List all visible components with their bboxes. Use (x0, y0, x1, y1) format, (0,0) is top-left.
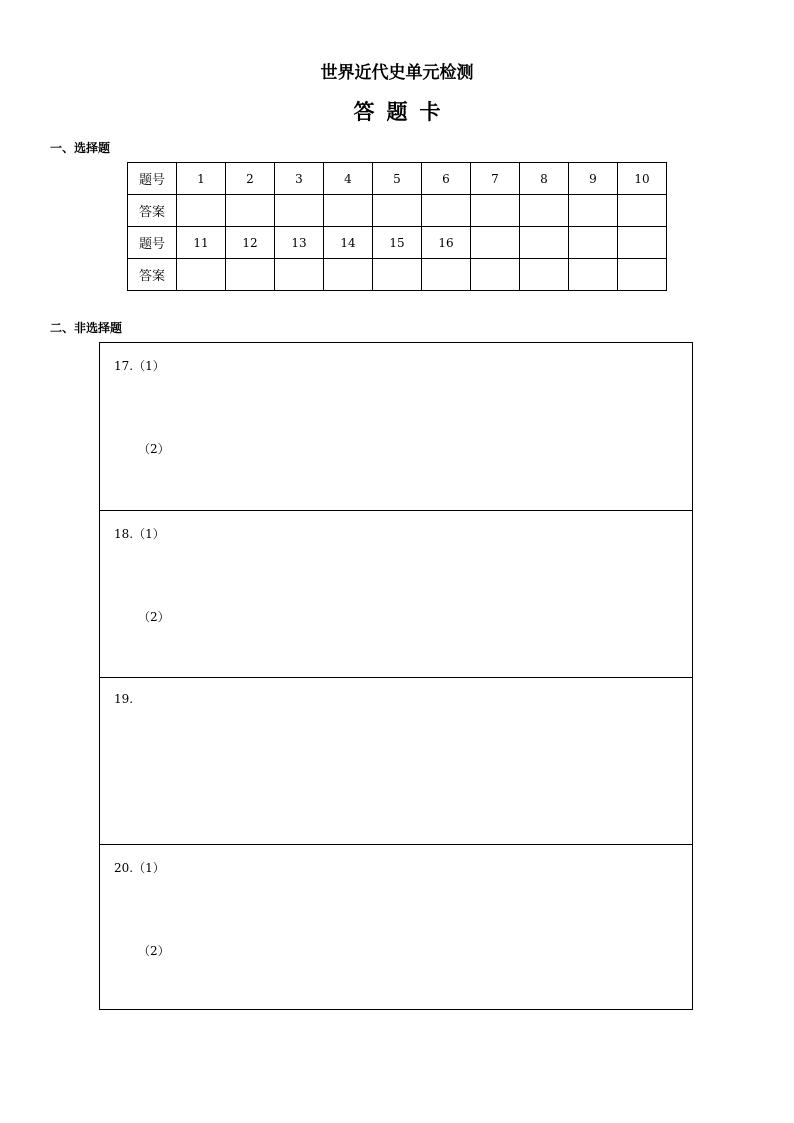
question-19-label: 19. (114, 692, 134, 706)
answer-cell[interactable] (324, 195, 373, 227)
open-answer-area (99, 342, 693, 1010)
section-label-multiple-choice: 一、选择题 (50, 141, 111, 155)
answer-cell[interactable] (422, 195, 471, 227)
question-number-cell: 16 (422, 227, 471, 259)
answer-cell[interactable] (373, 195, 422, 227)
answer-cell[interactable] (471, 259, 520, 291)
question-number-cell (618, 227, 667, 259)
answer-cell[interactable] (569, 259, 618, 291)
table-row (128, 227, 667, 259)
table-row (128, 195, 667, 227)
question-20-sub-2-label: （2） (138, 944, 170, 958)
answer-cell[interactable] (422, 259, 471, 291)
answer-cell[interactable] (226, 259, 275, 291)
question-20-box[interactable] (100, 844, 692, 1011)
question-number-cell: 6 (422, 163, 471, 195)
question-number-cell: 12 (226, 227, 275, 259)
multiple-choice-answer-table (127, 162, 667, 291)
section-label-non-multiple-choice: 二、非选择题 (50, 321, 123, 335)
answer-cell[interactable] (520, 259, 569, 291)
question-17-label: 17.（1） (114, 359, 165, 373)
question-number-cell: 1 (177, 163, 226, 195)
question-number-cell: 15 (373, 227, 422, 259)
answer-cell[interactable] (471, 195, 520, 227)
question-19-box[interactable] (100, 677, 692, 844)
answer-cell[interactable] (177, 259, 226, 291)
question-number-cell: 7 (471, 163, 520, 195)
question-number-cell: 14 (324, 227, 373, 259)
answer-cell[interactable] (275, 195, 324, 227)
question-number-cell: 9 (569, 163, 618, 195)
question-number-cell (569, 227, 618, 259)
row-header-answer: 答案 (128, 259, 177, 291)
question-17-box[interactable] (100, 343, 692, 510)
answer-cell[interactable] (373, 259, 422, 291)
question-18-sub-2-label: （2） (138, 610, 170, 624)
row-header-answer: 答案 (128, 195, 177, 227)
page-title: 世界近代史单元检测 (320, 63, 474, 83)
answer-cell[interactable] (275, 259, 324, 291)
question-number-cell (520, 227, 569, 259)
question-18-box[interactable] (100, 510, 692, 677)
row-header-number: 题号 (128, 227, 177, 259)
question-18-label: 18.（1） (114, 527, 165, 541)
question-number-cell: 8 (520, 163, 569, 195)
row-header-number: 题号 (128, 163, 177, 195)
question-number-cell (471, 227, 520, 259)
answer-cell[interactable] (324, 259, 373, 291)
question-number-cell: 2 (226, 163, 275, 195)
table-row (128, 259, 667, 291)
answer-cell[interactable] (618, 259, 667, 291)
question-20-label: 20.（1） (114, 861, 165, 875)
question-number-cell: 5 (373, 163, 422, 195)
answer-cell[interactable] (569, 195, 618, 227)
question-number-cell: 3 (275, 163, 324, 195)
question-17-sub-2-label: （2） (138, 442, 170, 456)
answer-cell[interactable] (177, 195, 226, 227)
answer-cell[interactable] (618, 195, 667, 227)
answer-cell[interactable] (520, 195, 569, 227)
answer-cell[interactable] (226, 195, 275, 227)
question-number-cell: 10 (618, 163, 667, 195)
question-number-cell: 13 (275, 227, 324, 259)
page-subtitle: 答题卡 (353, 100, 453, 124)
question-number-cell: 11 (177, 227, 226, 259)
table-row (128, 163, 667, 195)
question-number-cell: 4 (324, 163, 373, 195)
